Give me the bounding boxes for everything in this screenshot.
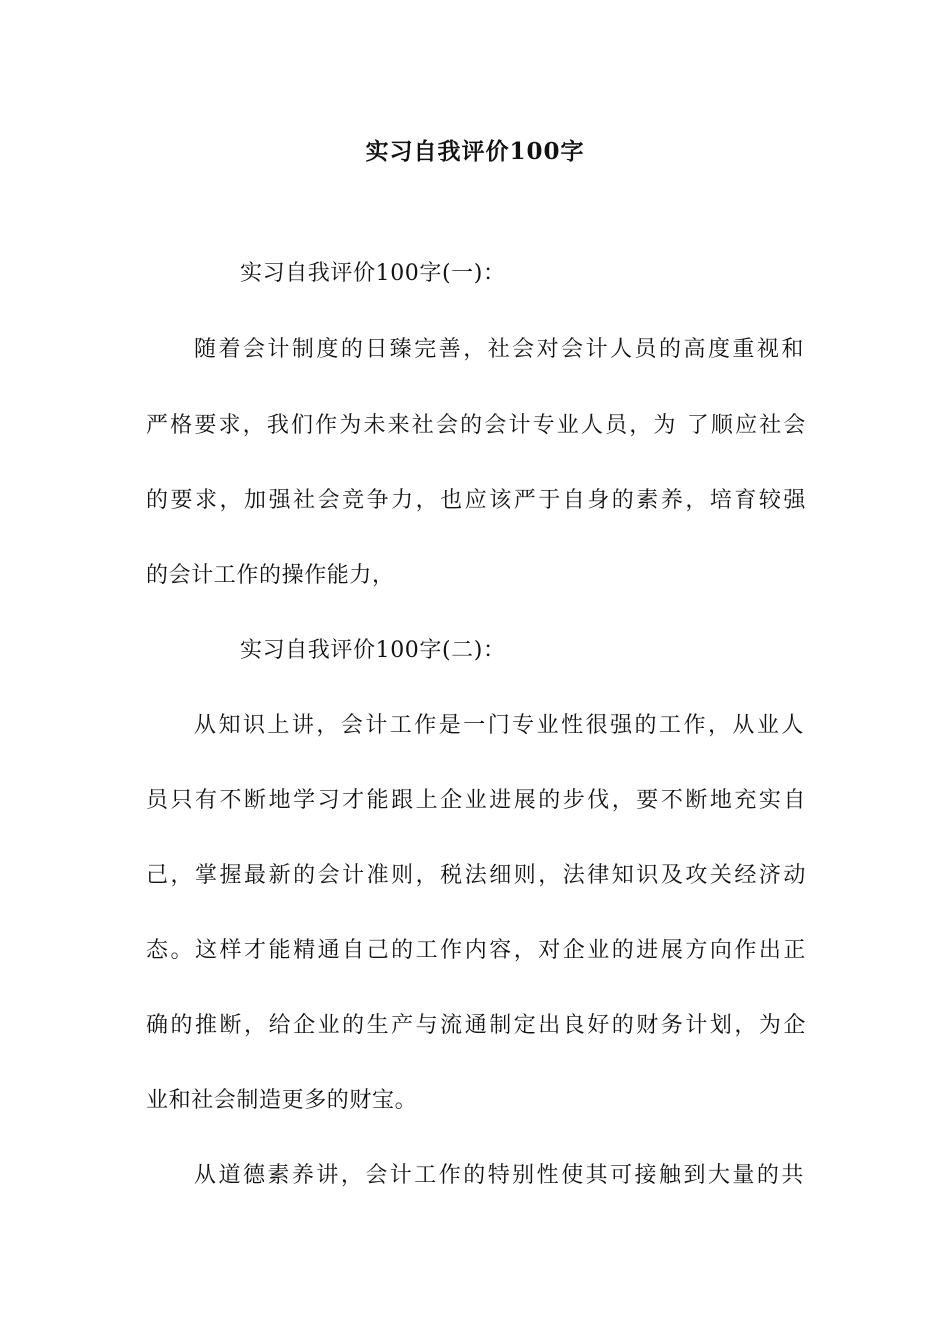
- paragraph-line: 从知识上讲，会计工作是一门专业性很强的工作，从业人: [194, 713, 804, 738]
- paragraph-line: 的会计工作的操作能力，: [146, 563, 395, 588]
- paragraph-line: 的要求，加强社会竞争力，也应该严于自身的素养，培育较强: [146, 488, 806, 513]
- paragraph-line: 随着会计制度的日臻完善，社会对会计人员的高度重视和: [194, 337, 804, 362]
- paragraph-line: 业和社会制造更多的财宝。: [146, 1088, 418, 1113]
- paragraph-line: 员只有不断地学习才能跟上企业进展的步伐，要不断地充实自: [146, 788, 806, 813]
- paragraph-line: 严格要求，我们作为未来社会的会计专业人员，为 了顺应社会: [146, 413, 806, 438]
- paragraph-line: 态。这样才能精通自己的工作内容，对企业的进展方向作出正: [146, 938, 806, 963]
- paragraph-line: 确的推断，给企业的生产与流通制定出良好的财务计划，为企: [146, 1013, 806, 1038]
- section-heading-1: 实习自我评价100字(一)：: [240, 261, 506, 286]
- paragraph-line: 己，掌握最新的会计准则，税法细则，法律知识及攻关经济动: [146, 863, 806, 888]
- section-heading-2: 实习自我评价100字(二)：: [240, 638, 506, 663]
- paragraph-line: 从道德素养讲，会计工作的特别性使其可接触到大量的共: [194, 1163, 804, 1188]
- page-title: 实习自我评价100字: [365, 138, 585, 165]
